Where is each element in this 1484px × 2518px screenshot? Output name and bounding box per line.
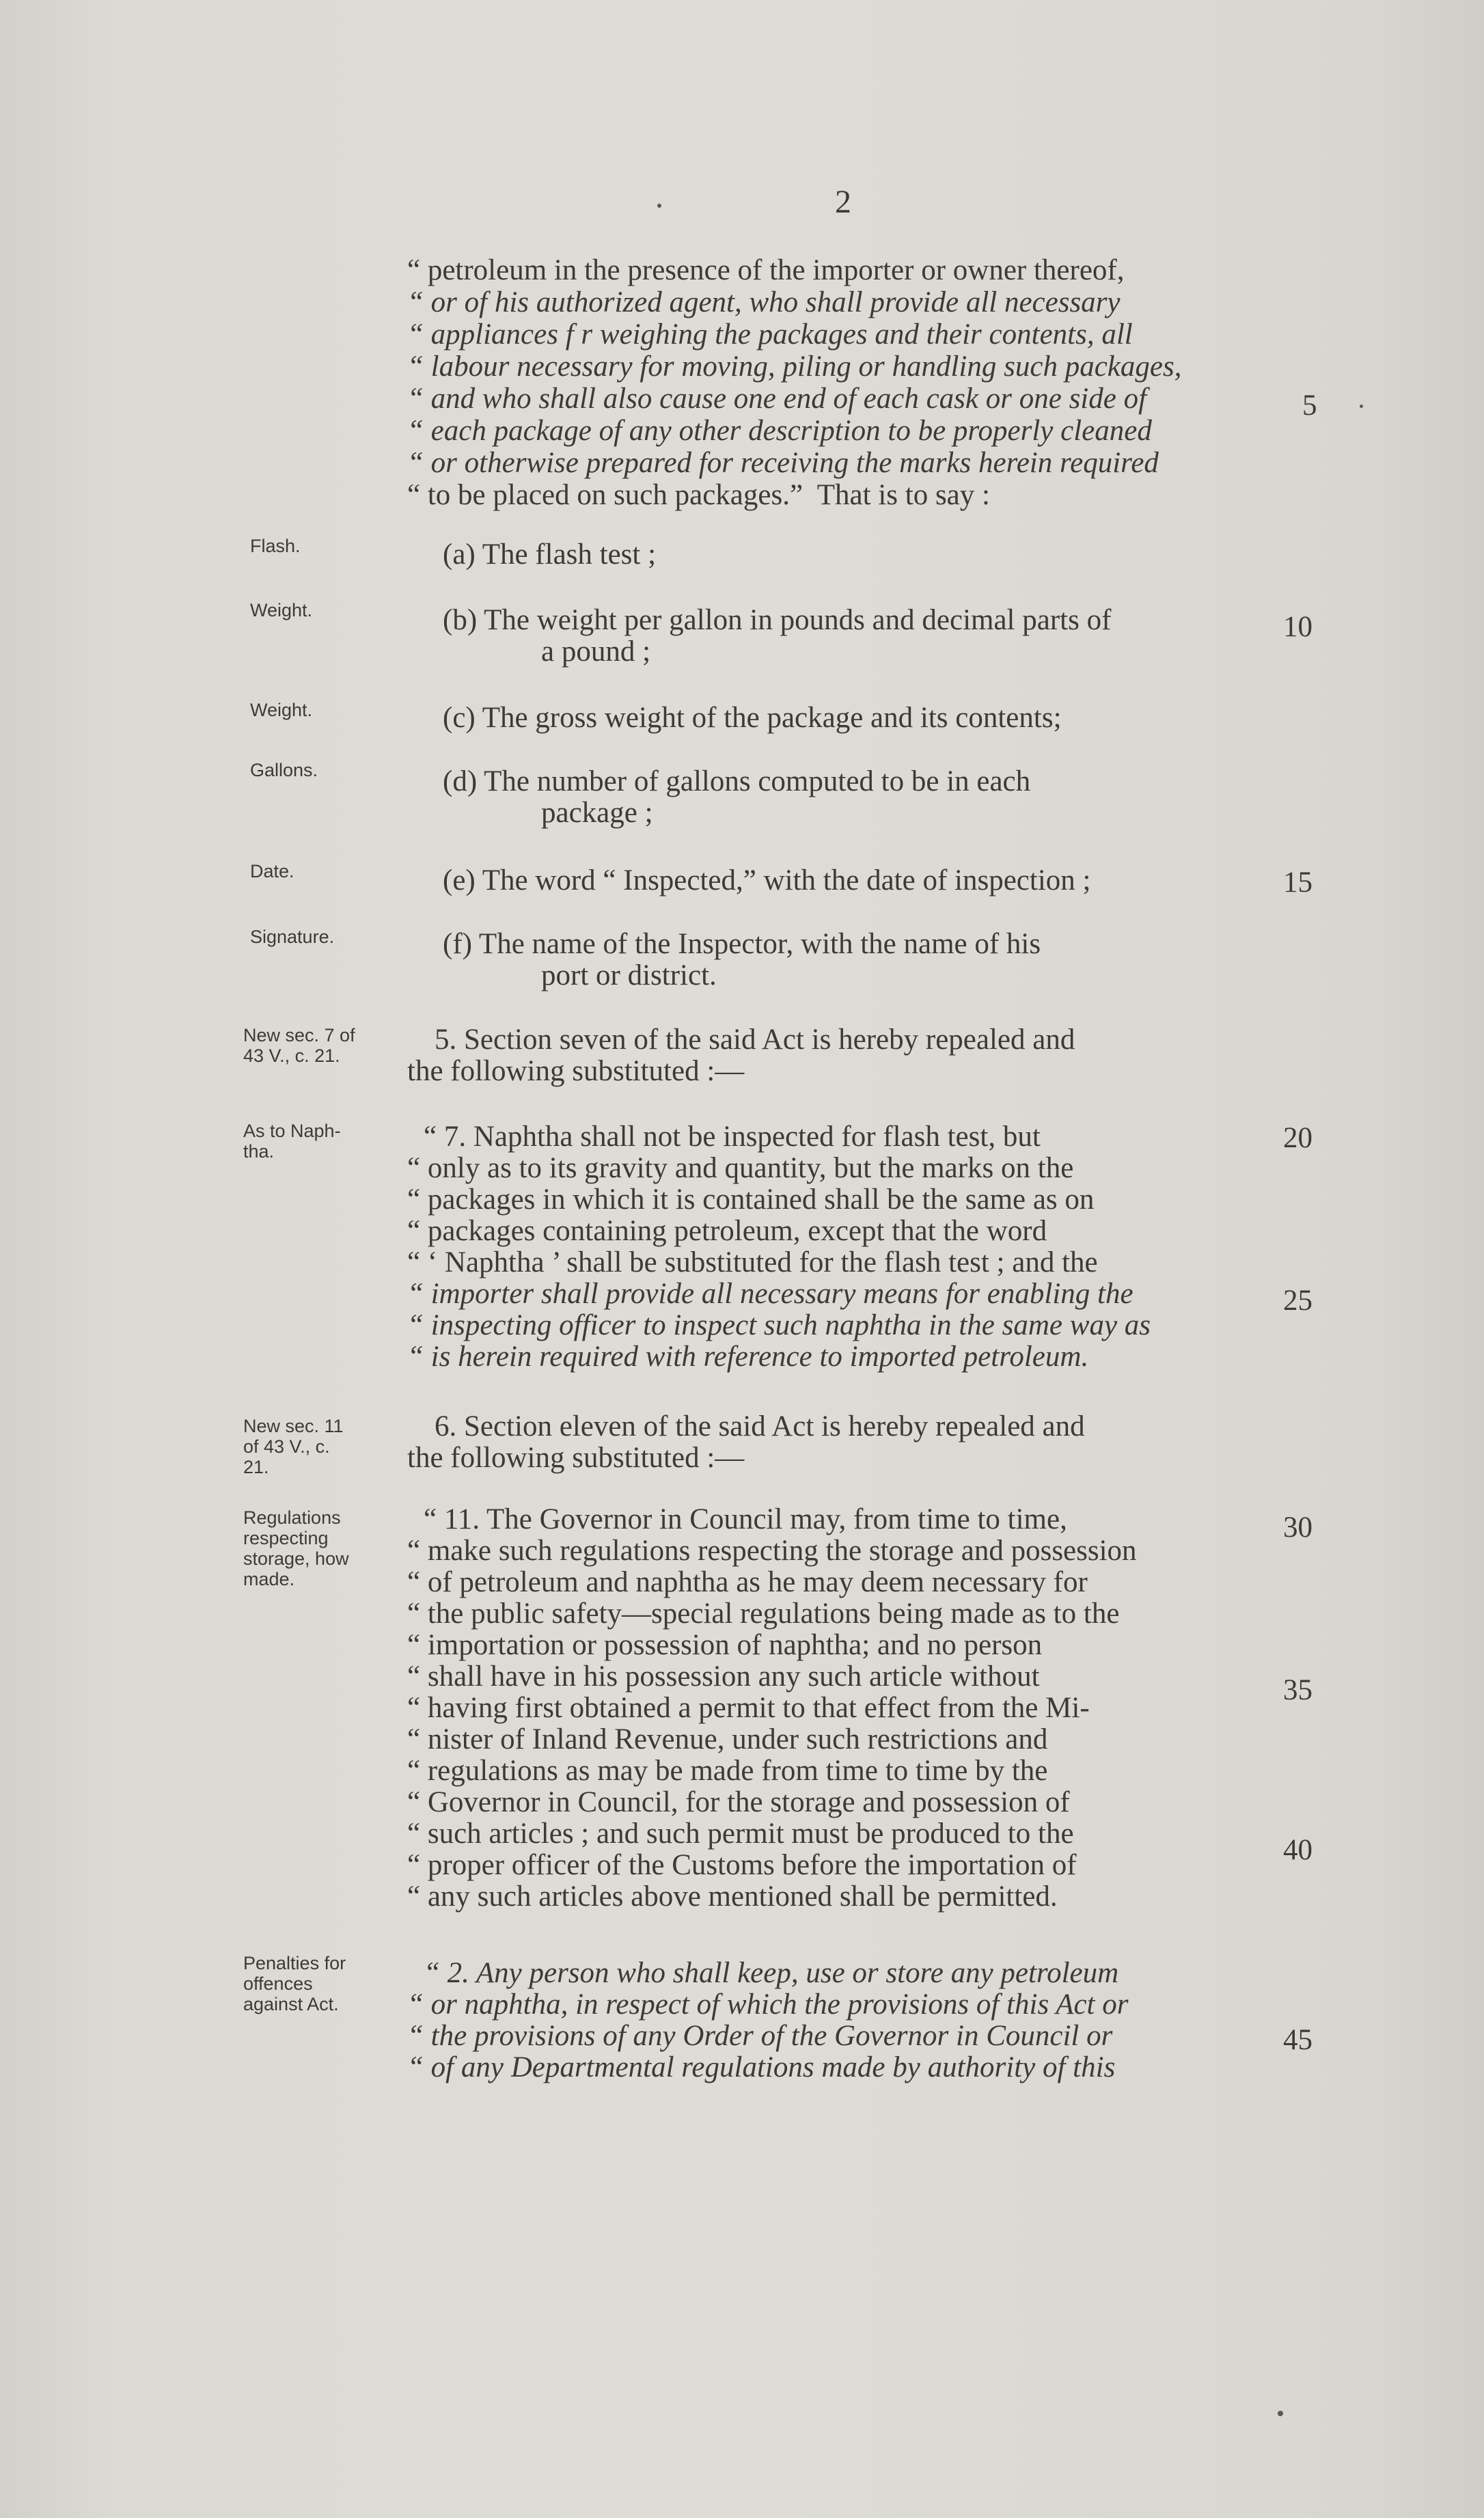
- text-line: “ or naphtha, in respect of which the provisions of this Act or: [407, 1988, 1129, 2021]
- line-number: 15: [1283, 866, 1313, 899]
- list-item: (a) The flash test ;: [443, 538, 657, 571]
- text-line: “ regulations as may be made from time to time by the: [407, 1755, 1048, 1787]
- text-line: “ packages containing petroleum, except that the word: [407, 1215, 1047, 1247]
- ink-speck: [657, 204, 661, 208]
- line-number: 25: [1283, 1285, 1313, 1317]
- text-line: “ appliances f r weighing the packages and their contents, all: [407, 318, 1133, 351]
- margin-note: Penalties for offences against Act.: [243, 1953, 346, 2014]
- list-item: (d) The number of gallons computed to be in each: [443, 765, 1031, 797]
- text-line: “ such articles ; and such permit must be produced to the: [407, 1818, 1074, 1850]
- text-line: “ 2. Any person who shall keep, use or store any petroleum: [424, 1957, 1119, 1989]
- text-line: the following substituted :—: [407, 1055, 745, 1087]
- list-item: (e) The word “ Inspected,” with the date of inspection ;: [443, 864, 1091, 897]
- text-line: “ the public safety—special regulations being made as to the: [407, 1598, 1120, 1630]
- line-number: 20: [1283, 1122, 1313, 1154]
- margin-note: Regulations respecting storage, how made.: [243, 1507, 349, 1589]
- margin-note: New sec. 7 of 43 V., c. 21.: [243, 1025, 355, 1066]
- text-line: “ any such articles above mentioned shall be permitted.: [407, 1880, 1058, 1913]
- text-line: “ Governor in Council, for the storage and possession of: [407, 1786, 1070, 1818]
- text-line: “ and who shall also cause one end of each cask or one side of: [407, 383, 1147, 415]
- text-line: “ labour necessary for moving, piling or handling such packages,: [407, 351, 1182, 383]
- margin-note: Date.: [250, 861, 294, 881]
- text-line: “ or otherwise prepared for receiving the marks herein required: [407, 447, 1159, 479]
- list-item: (f) The name of the Inspector, with the name of his: [443, 928, 1041, 960]
- text-line: “ importation or possession of naphtha; and no person: [407, 1629, 1043, 1661]
- list-item-continuation: package ;: [541, 797, 653, 829]
- text-line: “ of petroleum and naphtha as he may deem necessary for: [407, 1566, 1088, 1598]
- text-line: “ or of his authorized agent, who shall provide all necessary: [407, 286, 1121, 318]
- text-line: “ of any Departmental regulations made by authority of this: [407, 2051, 1116, 2083]
- text-line: “ petroleum in the presence of the importer or owner thereof,: [407, 254, 1125, 286]
- text-line: “ having first obtained a permit to that effect from the Mi-: [407, 1692, 1090, 1724]
- line-number: 35: [1283, 1674, 1313, 1706]
- text-line: the following substituted :—: [407, 1442, 745, 1474]
- margin-note: Flash.: [250, 536, 301, 556]
- margin-note: Weight.: [250, 600, 313, 620]
- ink-speck: [1360, 405, 1363, 408]
- list-item-continuation: a pound ;: [541, 635, 651, 668]
- text-line: “ 7. Naphtha shall not be inspected for flash test, but: [424, 1121, 1041, 1153]
- margin-note: Gallons.: [250, 760, 318, 780]
- page-number: 2: [835, 184, 851, 220]
- text-line: “ make such regulations respecting the storage and possession: [407, 1535, 1137, 1567]
- text-line: “ 11. The Governor in Council may, from time to time,: [424, 1503, 1067, 1535]
- text-line: “ only as to its gravity and quantity, but the marks on the: [407, 1152, 1074, 1184]
- text-line: “ importer shall provide all necessary means for enabling the: [407, 1278, 1133, 1310]
- section-heading-line: 6. Section eleven of the said Act is hereby repealed and: [435, 1410, 1085, 1442]
- text-line: “ proper officer of the Customs before the importation of: [407, 1849, 1077, 1881]
- line-number: 40: [1283, 1834, 1313, 1866]
- section-heading-line: 5. Section seven of the said Act is hereby repealed and: [435, 1024, 1075, 1056]
- text-line: “ ‘ Naphtha ’ shall be substituted for the flash test ; and the: [407, 1246, 1098, 1278]
- line-number: 45: [1283, 2024, 1313, 2056]
- text-line: “ each package of any other description to be properly cleaned: [407, 415, 1152, 447]
- text-line: “ the provisions of any Order of the Governor in Council or: [407, 2020, 1113, 2052]
- line-number: 5: [1302, 389, 1317, 422]
- list-item: (b) The weight per gallon in pounds and decimal parts of: [443, 604, 1112, 636]
- text-line: “ shall have in his possession any such article without: [407, 1660, 1040, 1693]
- line-number: 30: [1283, 1511, 1313, 1544]
- margin-note: Weight.: [250, 700, 313, 720]
- margin-note: New sec. 11 of 43 V., c. 21.: [243, 1416, 344, 1477]
- text-line: “ nister of Inland Revenue, under such restrictions and: [407, 1723, 1048, 1755]
- text-line: “ inspecting officer to inspect such naphtha in the same way as: [407, 1309, 1151, 1341]
- ink-speck: [1278, 2411, 1283, 2416]
- margin-note: As to Naph- tha.: [243, 1121, 341, 1162]
- text-line: “ is herein required with reference to imported petroleum.: [407, 1341, 1089, 1373]
- list-item-continuation: port or district.: [541, 959, 717, 991]
- list-item: (c) The gross weight of the package and its contents;: [443, 702, 1062, 734]
- text-line: “ to be placed on such packages.” That is to say :: [407, 479, 990, 511]
- text-line: “ packages in which it is contained shall be the same as on: [407, 1183, 1095, 1216]
- line-number: 10: [1283, 611, 1313, 643]
- margin-note: Signature.: [250, 927, 335, 947]
